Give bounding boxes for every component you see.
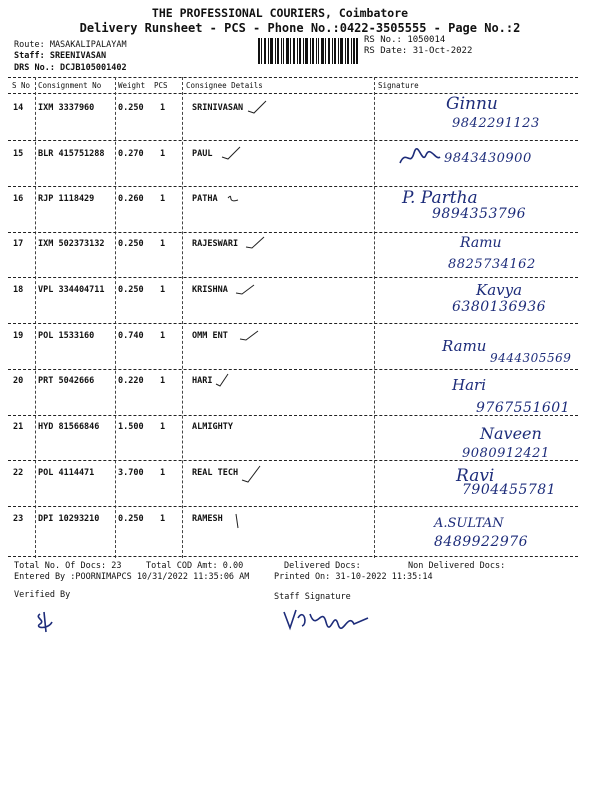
delivered-docs: Delivered Docs: [284,561,361,571]
row-sno: 17 [13,239,24,249]
check-mark-icon [212,372,234,388]
table-row [0,188,600,240]
table-bottom-rule [8,556,578,557]
row-weight: 1.500 [118,422,144,432]
total-docs: Total No. Of Docs: 23 [14,561,122,571]
table-top-rule [8,77,578,78]
signature-scribble [398,147,442,169]
row-consignment: IXM 3337960 [38,103,95,113]
rs-number: RS No.: 1050014 [364,35,446,45]
rs-date: RS Date: 31-Oct-2022 [364,46,473,56]
row-sno: 23 [13,514,24,524]
row-consignment: IXM 502373132 [38,239,105,249]
recipient-signature: Ravi [456,466,495,486]
recipient-phone: 9444305569 [490,351,572,365]
row-weight: 3.700 [118,468,144,478]
recipient-phone: 8489922976 [434,534,529,550]
recipient-phone: 9842291123 [452,116,540,131]
row-consignment: HYD 81566846 [38,422,100,432]
verified-by-label: Verified By [14,590,71,600]
row-consignee: KRISHNA [192,285,228,295]
row-sno: 20 [13,376,24,386]
row-sno: 21 [13,422,24,432]
row-divider [8,415,578,416]
recipient-phone: 6380136936 [452,299,547,315]
row-pcs: 1 [160,422,166,432]
check-mark-icon [244,235,266,251]
table-row [0,281,600,331]
recipient-signature: P. Partha [402,188,478,208]
row-consignee: PAUL [192,149,213,159]
row-consignee: HARI [192,376,213,386]
row-divider [8,460,578,461]
row-divider [8,277,578,278]
row-consignment: RJP 1118429 [38,194,95,204]
row-consignee: RAMESH [192,514,223,524]
row-sno: 22 [13,468,24,478]
drs-number: DRS No.: DCJB105001402 [14,63,127,73]
row-pcs: 1 [160,285,166,295]
row-sno: 19 [13,331,24,341]
table-row [0,94,600,149]
staff-signature-label: Staff Signature [274,592,351,602]
column-header-consignment: Consignment No [38,81,102,90]
row-weight: 0.270 [118,149,144,159]
printed-on: Printed On: 31-10-2022 11:35:14 [274,572,433,582]
column-header-consignee: Consignee Details [186,81,263,90]
row-pcs: 1 [160,149,166,159]
row-sno: 16 [13,194,24,204]
row-consignment: POL 1533160 [38,331,95,341]
recipient-signature: Ginnu [446,94,498,114]
table-row [0,235,600,285]
table-row [0,468,600,514]
table-row [0,422,600,468]
row-consignment: VPL 334404711 [38,285,105,295]
recipient-phone: 9894353796 [432,206,527,222]
row-weight: 0.250 [118,103,144,113]
row-consignee: PATHA [192,194,218,204]
table-row [0,149,600,195]
total-cod: Total COD Amt: 0.00 [146,561,244,571]
check-mark-icon [224,190,246,206]
row-divider [8,186,578,187]
row-consignee: RAJESWARI [192,239,239,249]
row-consignment: PRT 5042666 [38,376,95,386]
recipient-signature: Ramu [460,235,502,251]
row-pcs: 1 [160,103,166,113]
row-consignee: ALMIGHTY [192,422,233,432]
row-weight: 0.250 [118,514,144,524]
recipient-signature: Kavya [476,281,523,299]
row-weight: 0.740 [118,331,144,341]
row-sno: 14 [13,103,24,113]
row-pcs: 1 [160,194,166,204]
row-consignee: OMM ENT [192,331,228,341]
barcode-image [258,38,358,64]
recipient-phone: 9767551601 [476,400,571,416]
row-consignment: POL 4114471 [38,468,95,478]
column-header-sno: S No [12,81,31,90]
check-mark-icon [232,510,254,530]
row-pcs: 1 [160,468,166,478]
recipient-signature: Hari [452,376,486,394]
row-divider [8,369,578,370]
recipient-phone: 7904455781 [462,482,557,498]
row-pcs: 1 [160,376,166,386]
table-row [0,514,600,560]
check-mark-icon [246,99,268,115]
route-label: Route: MASAKALIPALAYAM [14,40,127,50]
check-mark-icon [234,281,256,297]
non-delivered-docs: Non Delivered Docs: [408,561,506,571]
staff-label: Staff: SREENIVASAN [14,51,107,61]
verifier-initials-signature [32,610,58,634]
row-pcs: 1 [160,331,166,341]
row-divider [8,506,578,507]
recipient-signature: Ramu [442,337,487,355]
recipient-phone: 9080912421 [462,446,550,461]
check-mark-icon [220,145,242,161]
row-sno: 18 [13,285,24,295]
company-heading: THE PROFESSIONAL COURIERS, Coimbatore [151,6,409,20]
recipient-phone: 8825734162 [448,257,536,272]
entered-by: Entered By :POORNIMAPCS 10/31/2022 11:35:06 AM [14,572,250,582]
row-divider [8,323,578,324]
column-header-signature: Signature [378,81,419,90]
row-weight: 0.220 [118,376,144,386]
recipient-signature: A.SULTAN [434,516,504,531]
row-divider [8,232,578,233]
row-consignment: BLR 415751288 [38,149,105,159]
row-pcs: 1 [160,514,166,524]
column-header-pcs: PCS [154,81,168,90]
runsheet-title: Delivery Runsheet - PCS - Phone No.:0422-3505555 - Page No.:2 [79,21,521,35]
recipient-phone: 9843430900 [444,151,532,166]
row-consignment: DPI 10293210 [38,514,100,524]
recipient-signature: Naveen [480,424,542,443]
table-row [0,331,600,377]
row-weight: 0.250 [118,285,144,295]
row-pcs: 1 [160,239,166,249]
row-divider [8,140,578,141]
row-consignee: REAL TECH [192,468,239,478]
check-mark-icon [238,327,260,343]
row-consignee: SRINIVASAN [192,103,244,113]
row-weight: 0.260 [118,194,144,204]
staff-signature-scribble [282,604,372,634]
column-header-weight: Weight [118,81,146,90]
check-mark-icon [240,464,262,484]
row-sno: 15 [13,149,24,159]
row-weight: 0.250 [118,239,144,249]
